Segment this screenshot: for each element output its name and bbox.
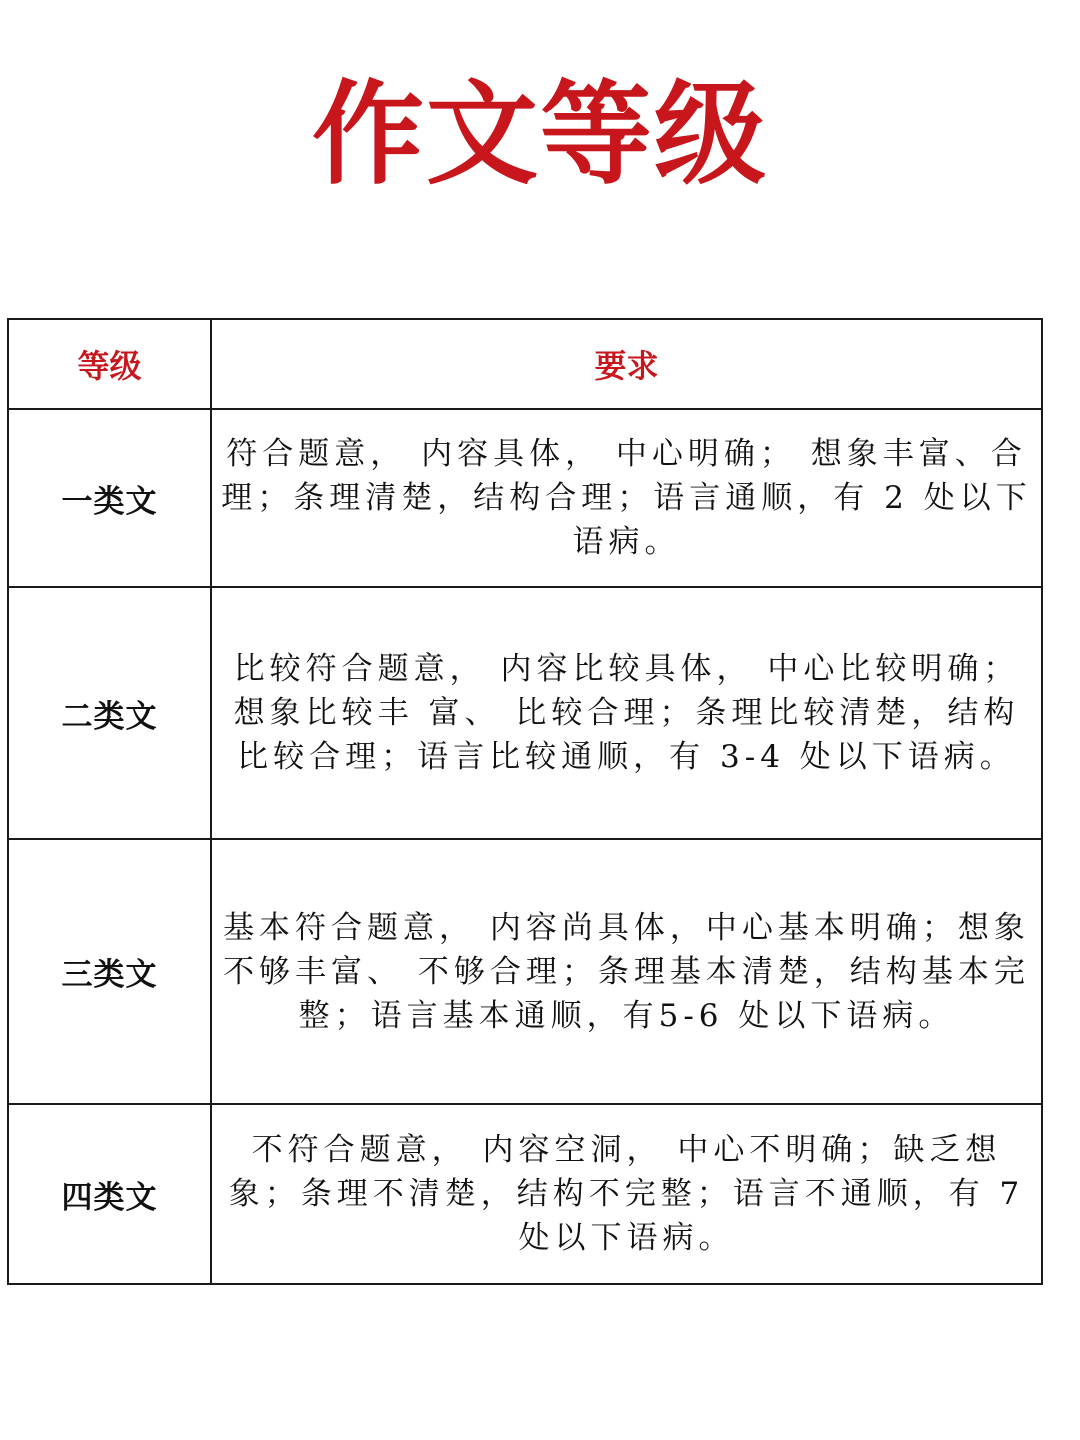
requirement-cell: 比较符合题意， 内容比较具体， 中心比较明确；想象比较丰 富、 比较合理；条理比较清楚，结构比较合理；语言比较通顺，有 3-4 处以下语病。	[211, 587, 1042, 839]
table-row	[8, 839, 1042, 1104]
grade-cell: 四类文	[8, 1104, 211, 1284]
table-row	[8, 1104, 1042, 1284]
grade-cell: 一类文	[8, 409, 211, 587]
grade-cell: 二类文	[8, 587, 211, 839]
header-requirement: 要求	[211, 319, 1042, 409]
table-row	[8, 587, 1042, 839]
grade-cell: 三类文	[8, 839, 211, 1104]
requirement-cell: 不符合题意， 内容空洞， 中心不明确；缺乏想象；条理不清楚，结构不完整；语言不通顺，有 7 处以下语病。	[211, 1104, 1042, 1284]
header-grade: 等级	[8, 319, 211, 409]
requirement-cell: 基本符合题意， 内容尚具体，中心基本明确；想象不够丰富、 不够合理；条理基本清楚，结构基本完整；语言基本通顺，有5-6 处以下语病。	[211, 839, 1042, 1104]
table-header-row	[8, 319, 1042, 409]
requirement-cell: 符合题意， 内容具体， 中心明确； 想象丰富、合理；条理清楚，结构合理；语言通顺，有 2 处以下语病。	[211, 409, 1042, 587]
page-title: 作文等级	[312, 69, 768, 200]
table-row	[8, 409, 1042, 587]
grade-table	[7, 318, 1043, 1285]
